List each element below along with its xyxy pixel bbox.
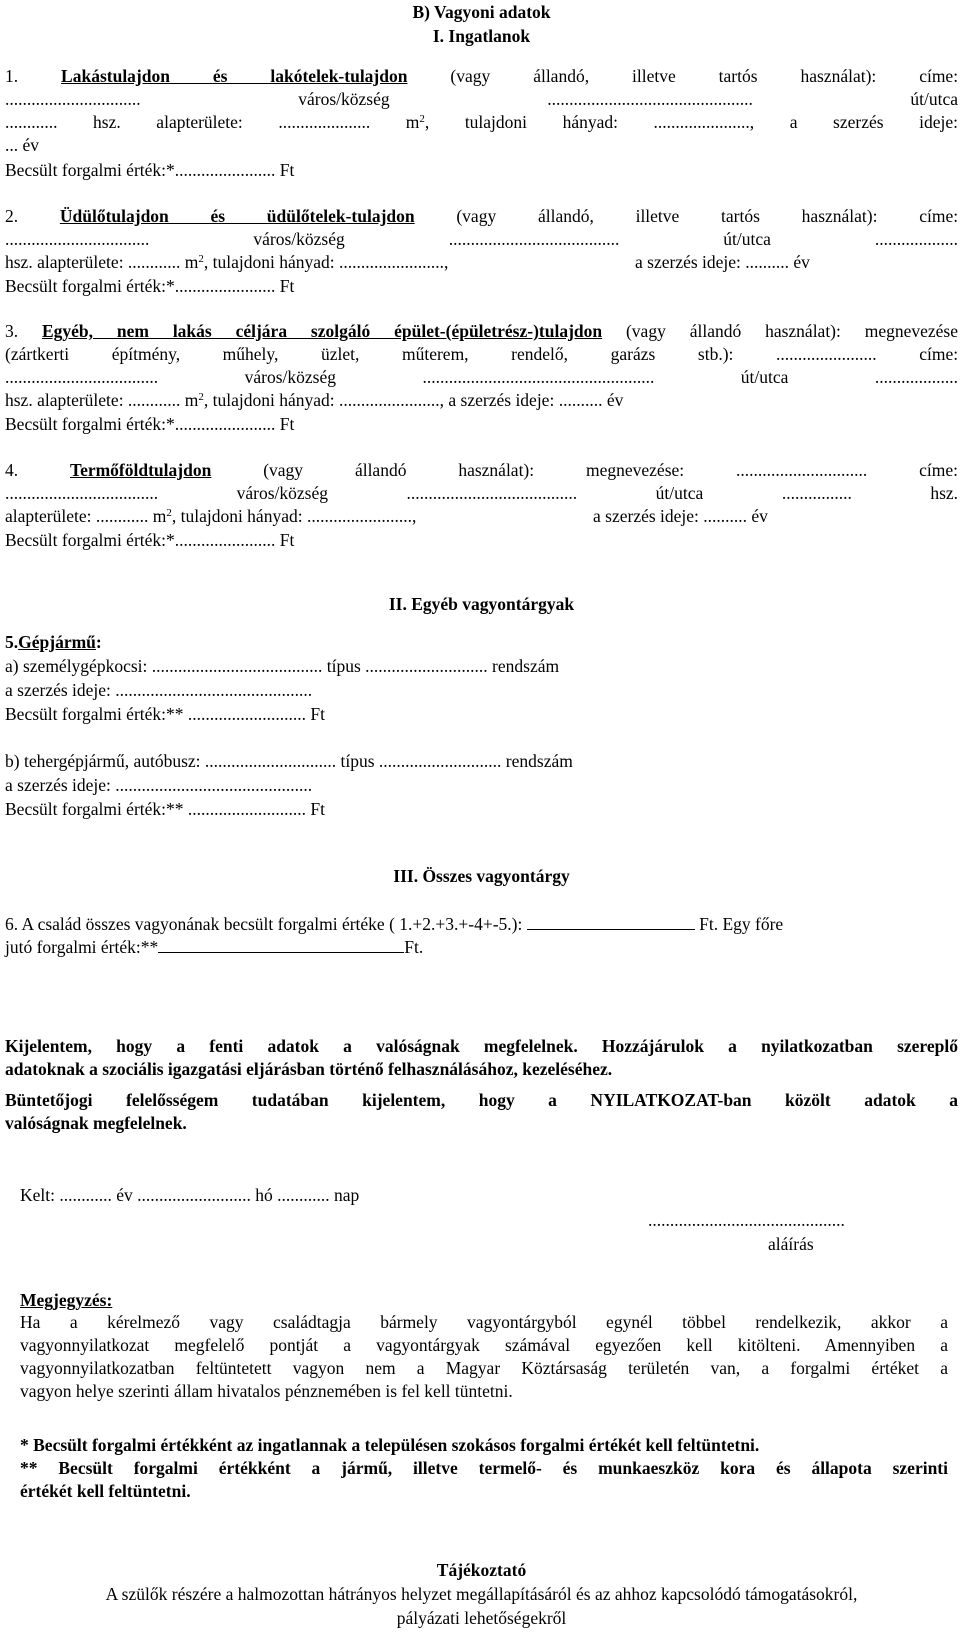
item1-word: címe: <box>919 66 959 86</box>
item2-city-label: város/község <box>253 229 345 249</box>
item4-acquired: a szerzés ideje: .......... év <box>593 506 768 526</box>
note-title-text: Megjegyzés: <box>20 1290 113 1310</box>
item6-line1 <box>5 914 958 934</box>
item3-word: garázs <box>610 344 656 364</box>
item3-word: használat): <box>765 321 841 341</box>
item1-line4: ... év <box>5 135 40 155</box>
item4-word: (vagy <box>263 460 304 480</box>
item5-heading <box>5 632 958 652</box>
item2-word: illetve <box>635 206 680 226</box>
item5-b-value: Becsült forgalmi érték:** ........................... Ft <box>5 799 325 819</box>
signature-label: aláírás <box>768 1234 814 1254</box>
declaration-line: adatoknak a szociális igazgatási eljárásban történő felhasználásához, kezeléséhez. <box>5 1059 613 1079</box>
item1-line2 <box>5 89 958 109</box>
section-ii-heading: II. Egyéb vagyontárgyak <box>388 594 575 614</box>
declaration-line: Kijelentem, hogy a fenti adatok a valóságnak megfelelnek. Hozzájárulok a nyilatkozatban szereplő <box>5 1036 958 1056</box>
item4-word: megnevezése: <box>586 460 685 480</box>
item3-word: építmény, <box>111 344 181 364</box>
item4-value: Becsült forgalmi érték:*....................... Ft <box>5 530 295 550</box>
item4-word: használat): <box>458 460 535 480</box>
item6-total-blank[interactable] <box>527 915 695 930</box>
item4-line2 <box>5 483 958 503</box>
note-line: Ha a kérelmező vagy családtagja bármely vagyontárgyból egynél többel rendelkezik, akkor a <box>20 1312 948 1332</box>
footnote-2: ** Becsült forgalmi értékként a jármű, illetve termelő- és munkaeszköz kora és állapota szerinti <box>20 1458 948 1478</box>
item1-word: illetve <box>632 66 676 86</box>
item2-acquired: a szerzés ideje: .......... év <box>635 252 810 272</box>
item4-dots: ................ <box>781 483 852 503</box>
item3-word: címe: <box>919 344 959 364</box>
item1-line3: ............ hsz. alapterülete: ..................... $m^2$, tulajdoni hányad: ......................, a szerzés ideje: <box>5 112 958 132</box>
item2-dots: ................................. <box>5 229 150 249</box>
item1-dots: ............................... <box>5 89 141 109</box>
item1-word: tartós <box>718 66 758 86</box>
item3-word: műterem, <box>401 344 469 364</box>
item3-dots: ................... <box>874 367 958 387</box>
item2-dots: ....................................... <box>448 229 620 249</box>
info-line2: pályázati lehetőségekről <box>396 1608 567 1628</box>
item2-word: címe: <box>919 206 959 226</box>
item4-dots: ................................... <box>5 483 159 503</box>
item5-b-line1: b) tehergépjármű, autóbusz: .............................. típus ............................ rendszám <box>5 751 573 771</box>
date-line: Kelt: ............ év .......................... hó ............ nap <box>20 1185 360 1205</box>
item3-line4: hsz. alapterülete: ............ $m^2$, tulajdoni hányad: ......................., a szerzés ideje: .......... év <box>5 390 624 410</box>
item2-word: (vagy <box>456 206 497 226</box>
info-title: Tájékoztató <box>436 1560 527 1580</box>
item5-a-value: Becsült forgalmi érték:** ........................... Ft <box>5 704 325 724</box>
item3-title: Egyéb, nem lakás céljára szolgáló épület-(épületrész-)tulajdon <box>41 321 603 341</box>
item2-dots: ................... <box>874 229 958 249</box>
item6-per-capita-text: jutó forgalmi érték:** <box>5 937 159 957</box>
item3-dots: ................................... <box>5 367 159 387</box>
item3-line2 <box>5 344 958 364</box>
item5-a-line1: a) személygépkocsi: ....................................... típus ............................ rendszám <box>5 656 560 676</box>
item4-word: hsz. <box>930 483 959 503</box>
info-line1: A szülők részére a halmozottan hátrányos helyzet megállapításáról és az ahhoz kapcsolódó támogatásokról, <box>105 1584 858 1604</box>
item4-line1 <box>5 460 958 480</box>
item3-area: hsz. alapterülete: ............ m <box>5 390 199 410</box>
footnote-2-cont: értékét kell feltüntetni. <box>20 1481 191 1501</box>
item3-line1 <box>5 321 958 341</box>
item1-line1 <box>5 66 958 86</box>
section-iii-heading: III. Összes vagyontárgy <box>393 866 570 886</box>
item2-word: használat): <box>801 206 878 226</box>
item3-number: 3. <box>5 321 19 341</box>
item5-b-line2: a szerzés ideje: ............................................. <box>5 775 313 795</box>
item3-line3 <box>5 367 958 387</box>
item3-dots: ..................................................... <box>422 367 655 387</box>
item5-number: 5. <box>5 632 19 652</box>
item1-word: állandó, <box>533 66 590 86</box>
item4-share: , tulajdoni hányad: ........................, <box>171 506 417 526</box>
item2-value: Becsült forgalmi érték:*....................... Ft <box>5 276 295 296</box>
subsection-heading: I. Ingatlanok <box>432 26 531 46</box>
item2-line2 <box>5 229 958 249</box>
item4-line3: alapterülete: ............ $m^2$, tulajdoni hányad: ........................, a szerzés ideje: .......... év <box>5 506 768 526</box>
item3-dots: ....................... <box>776 344 877 364</box>
footnote-1: * Becsült forgalmi értékként az ingatlannak a településen szokásos forgalmi értékét kell feltüntetni. <box>20 1435 760 1455</box>
item3-word: állandó <box>689 321 742 341</box>
item3-word: üzlet, <box>321 344 360 364</box>
item4-street-label: út/utca <box>655 483 704 503</box>
note-line: vagyon helye szerinti állam hivatalos pénznemében is fel kell tüntetni. <box>20 1381 513 1401</box>
item5-a-line2: a szerzés ideje: ............................................. <box>5 680 313 700</box>
item3-word: rendelő, <box>511 344 569 364</box>
item4-city-label: város/község <box>236 483 329 503</box>
item6-per-capita-label: Ft. Egy főre <box>699 914 784 934</box>
item3-value: Becsült forgalmi érték:*....................... Ft <box>5 414 295 434</box>
item3-word: stb.): <box>697 344 734 364</box>
item4-number: 4. <box>5 460 19 480</box>
item2-word: tartós <box>721 206 760 226</box>
item2-street-label: út/utca <box>723 229 771 249</box>
item1-area: ............ hsz. alapterülete: ..................... m <box>5 112 420 132</box>
item6-label: 6. A család összes vagyonának becsült forgalmi értéke ( 1.+2.+3.+-4+-5.): <box>5 914 523 934</box>
note-line: vagyonnyilatkozat megfelelő pontját a vagyontárgyak számával egyezően kell kitölteni. Amennyiben a <box>20 1335 948 1355</box>
item1-number: 1. <box>5 66 19 86</box>
item6-line2 <box>5 937 958 957</box>
item6-per-capita-blank[interactable] <box>158 938 404 953</box>
item2-line3: hsz. alapterülete: ............ $m^2$, tulajdoni hányad: ........................, a szerzés ideje: .......... év <box>5 252 810 272</box>
item4-dots: ....................................... <box>406 483 578 503</box>
item4-area: alapterülete: ............ m <box>5 506 167 526</box>
item3-street-label: út/utca <box>740 367 789 387</box>
signature-dots: ............................................. <box>648 1210 845 1230</box>
item3-word: műhely, <box>222 344 279 364</box>
item4-word: címe: <box>919 460 959 480</box>
item3-word: (vagy <box>625 321 666 341</box>
item2-title: Üdülőtulajdon és üdülőtelek-tulajdon <box>59 206 415 226</box>
item4-dots: .............................. <box>736 460 868 480</box>
declaration-line: Büntetőjogi felelősségem tudatában kijelentem, hogy a NYILATKOZAT-ban közölt adatok a <box>5 1090 958 1110</box>
item5-colon: : <box>95 632 102 652</box>
item1-city-label: város/község <box>298 89 390 109</box>
item6-ft: Ft. <box>404 937 424 957</box>
item1-dots: ............................................... <box>547 89 753 109</box>
item2-share: , tulajdoni hányad: ........................, <box>203 252 449 272</box>
item1-word: használat): <box>800 66 877 86</box>
item1-title: Lakástulajdon és lakótelek-tulajdon <box>61 66 408 86</box>
note-line: vagyonnyilatkozatban feltüntetett vagyon nem a Magyar Köztársaság területén van, a forgalmi értéket a <box>20 1358 948 1378</box>
item5-title: Gépjármű <box>18 632 96 652</box>
item2-area: hsz. alapterülete: ............ m <box>5 252 199 272</box>
item2-word: állandó, <box>537 206 594 226</box>
item2-number: 2. <box>5 206 19 226</box>
item3-word: (zártkerti <box>5 344 70 364</box>
item1-word: (vagy <box>450 66 491 86</box>
item4-word: állandó <box>354 460 407 480</box>
item4-title: Termőföldtulajdon <box>70 460 212 480</box>
declaration-line: valóságnak megfelelnek. <box>5 1113 187 1133</box>
item1-value: Becsült forgalmi érték:*....................... Ft <box>5 160 295 180</box>
item3-word: megnevezése <box>864 321 959 341</box>
item3-share: , tulajdoni hányad: ......................., a szerzés ideje: .......... év <box>203 390 624 410</box>
item2-line1 <box>5 206 958 226</box>
item3-city-label: város/község <box>244 367 336 387</box>
item1-share: , tulajdoni hányad: ......................, a szerzés ideje: <box>424 112 958 132</box>
section-heading: B) Vagyoni adatok <box>412 2 551 22</box>
item1-street-label: út/utca <box>910 89 959 109</box>
note-title <box>20 1290 112 1310</box>
